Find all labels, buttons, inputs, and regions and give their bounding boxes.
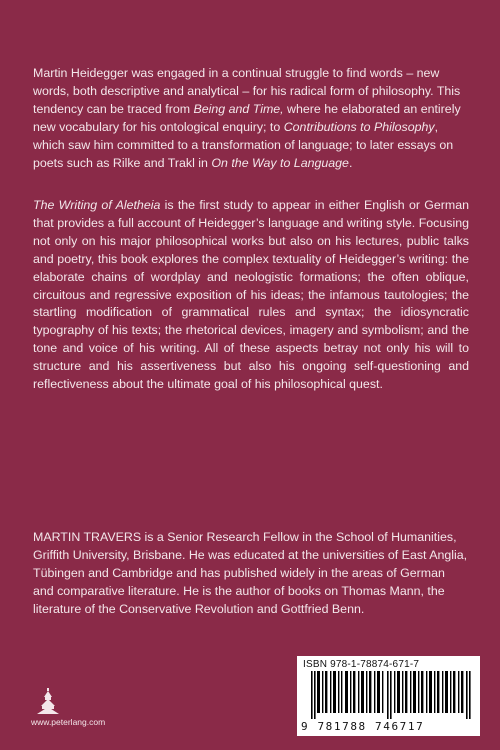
publisher-website: www.peterlang.com <box>31 717 106 727</box>
p1-text-1: Martin Heidegger was engaged in a continual struggle to find words – new words, both descriptive and analytical – for his radical form of philosophy. This tendency can be traced from <box>33 66 461 116</box>
p1-title-contributions: Contributions to Philosophy <box>283 119 435 134</box>
p1-title-way-to-language: On the Way to Language <box>211 155 349 170</box>
author-bio: MARTIN TRAVERS is a Senior Research Fellow in the School of Humanities, Griffith University, Brisbane. He was educated at the universities of East Anglia, Tübingen and Cambridge and has published widely in the areas of German and comparative literature. He is the author of books on Thomas Mann, the literature of the Conservative Revolution and Gottfried Benn. <box>33 530 468 616</box>
p1-text-4: . <box>348 155 353 170</box>
isbn-label: ISBN 978-1-78874-671-7 <box>303 659 420 670</box>
p1-text-3: , which saw him committed to a transformation of language; to later essays on poets such as Rilke and Trakl in <box>33 119 454 170</box>
p2-text: is the first study to appear in either English or German that provides a full account of Heidegger’s language and writing style. Focusing not only on his major philosophical works but also on his lectures, public talks and poetry, this book explores the complex textuality of Heidegger’s writing: the elaborate chains of wordplay and neologistic formations; the often oblique, circuitous and regressive exposition of his ideas; the infamous tautologies; the startling modification of grammatical rules and syntax; the idiosyncratic typography of his texts; the rhetorical devices, imagery and symbolism; and the tone and voice of his writing. All of these aspects betray not only his will to structure and his assertiveness but also his ongoing self-questioning and reflectiveness about the ultimate goal of his philosophical quest. <box>33 198 469 392</box>
isbn-barcode <box>297 656 480 736</box>
p2-book-title: The Writing of Aletheia <box>33 198 161 212</box>
publisher-logo-icon <box>36 688 60 714</box>
barcode-digits: 9 781788 746717 <box>301 720 425 733</box>
description-paragraph-2 <box>33 197 469 394</box>
description-paragraph-1 <box>33 65 469 172</box>
p1-title-being-and-time: Being and Time, <box>193 101 284 116</box>
p1-text-2: where he elaborated an entirely new vocabulary for his ontological enquiry; to <box>33 101 461 134</box>
barcode-bars <box>311 671 471 719</box>
